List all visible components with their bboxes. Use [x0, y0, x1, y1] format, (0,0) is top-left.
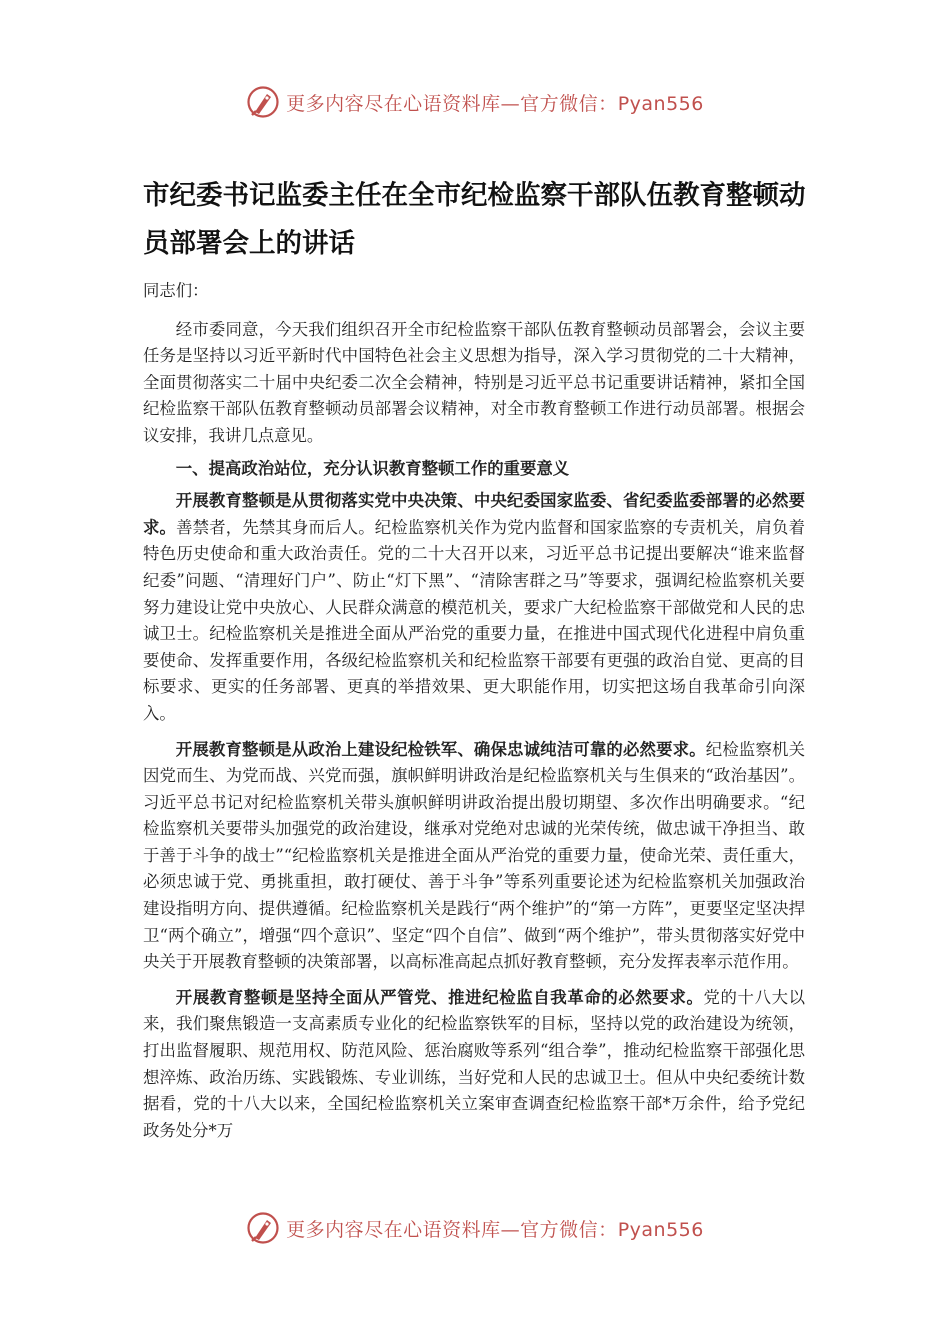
- document-title: 市纪委书记监委主任在全市纪检监察干部队伍教育整顿动员部署会上的讲话: [143, 180, 806, 259]
- banner-wechat-id: Pyan556: [617, 1218, 704, 1241]
- banner-separator: —: [500, 1218, 521, 1241]
- document-body: [143, 278, 805, 1144]
- banner-separator: —: [500, 92, 521, 115]
- paragraph-2-body: 纪检监察机关因党而生、为党而战、兴党而强，旗帜鲜明讲政治是纪检监察机关与生俱来的“政治基因”。习近平总书记对纪检监察机关带头旗帜鲜明讲政治提出殷切期望、多次作出明确要求。“纪检监察机关要带头加强党的政治建设，继承对党绝对忠诚的光荣传统，做忠诚干净担当、敢于善于斗争的战士”“纪检监察机关是推进全面从严治党的重要力量，使命光荣、责任重大，必须忠诚于党、勇挑重担，敢打硬仗、善于斗争”等系列重要论述为纪检监察机关加强政治建设指明方向、提供遵循。纪检监察机关是践行“两个维护”的“第一方阵”，更要坚定坚决捍卫“两个确立”，增强“四个意识”、坚定“四个自信”、做到“两个维护”，带头贯彻落实好党中央关于开展教育整顿的决策部署，以高标准高起点抓好教育整顿，充分发挥表率示范作用。: [143, 739, 805, 972]
- intro-paragraph: 经市委同意，今天我们组织召开全市纪检监察干部队伍教育整顿动员部署会，会议主要任务是坚持以习近平新时代中国特色社会主义思想为指导，深入学习贯彻党的二十大精神，全面贯彻落实二十届中央纪委二次全会精神，特别是习近平总书记重要讲话精神，紧扣全国纪检监察干部队伍教育整顿动员部署会议精神，对全市教育整顿工作进行动员部署。根据会议安排，我讲几点意见。: [143, 319, 805, 445]
- banner-main-text: 更多内容尽在心语资料库: [286, 1218, 501, 1241]
- footer-banner: [0, 1208, 950, 1248]
- banner-wechat-id: Pyan556: [617, 92, 704, 115]
- greeting: 同志们：: [143, 281, 209, 300]
- paragraph-3-body: 党的十八大以来，我们聚焦锻造一支高素质专业化的纪检监察铁军的目标，坚持以党的政治建设为统领，打出监督履职、规范用权、防范风险、惩治腐败等系列“组合拳”，推动纪检监察干部强化思想淬炼、政治历练、实践锻炼、专业训练，当好党和人民的忠诚卫士。但从中央纪委统计数据看，党的十八大以来，全国纪检监察机关立案审查调查纪检监察干部*万余件，给予党纪政务处分*万: [143, 987, 806, 1140]
- banner-main-text: 更多内容尽在心语资料库: [286, 92, 501, 115]
- pen-nib-logo-icon: [246, 1211, 280, 1245]
- header-banner: [0, 82, 950, 122]
- banner-wechat-label: 官方微信：: [520, 92, 618, 115]
- paragraph-2: [143, 737, 805, 976]
- paragraph-2-lead: 开展教育整顿是从政治上建设纪检铁军、确保忠诚纯洁可靠的必然要求。: [175, 739, 706, 759]
- pen-nib-logo-icon: [246, 85, 280, 119]
- banner-text: [286, 1215, 704, 1242]
- paragraph-1: [143, 488, 805, 727]
- banner-text: [286, 89, 704, 116]
- paragraph-1-body: 善禁者，先禁其身而后人。纪检监察机关作为党内监督和国家监察的专责机关，肩负着特色历史使命和重大政治责任。党的二十大召开以来，习近平总书记提出要解决“谁来监督纪委”问题、“清理好门户”、防止“灯下黑”、“清除害群之马”等要求，强调纪检监察机关要努力建设让党中央放心、人民群众满意的模范机关，要求广大纪检监察干部做党和人民的忠诚卫士。纪检监察机关是推进全面从严治党的重要力量，在推进中国式现代化进程中肩负重要使命、发挥重要作用，各级纪检监察机关和纪检监察干部要有更强的政治自觉、更高的目标要求、更实的任务部署、更真的举措效果、更大职能作用，切实把这场自我革命引向深入。: [143, 517, 805, 723]
- paragraph-1-lead: 开展教育整顿是从贯彻落实党中央决策、中央纪委国家监委、省纪委监委部署的必然要求。: [143, 491, 805, 537]
- banner-wechat-label: 官方微信：: [520, 1218, 618, 1241]
- paragraph-3-lead: 开展教育整顿是坚持全面从严管党、推进纪检监自我革命的必然要求。: [175, 987, 704, 1007]
- section-heading: 一、提高政治站位，充分认识教育整顿工作的重要意义: [175, 458, 570, 478]
- paragraph-3: [143, 985, 805, 1145]
